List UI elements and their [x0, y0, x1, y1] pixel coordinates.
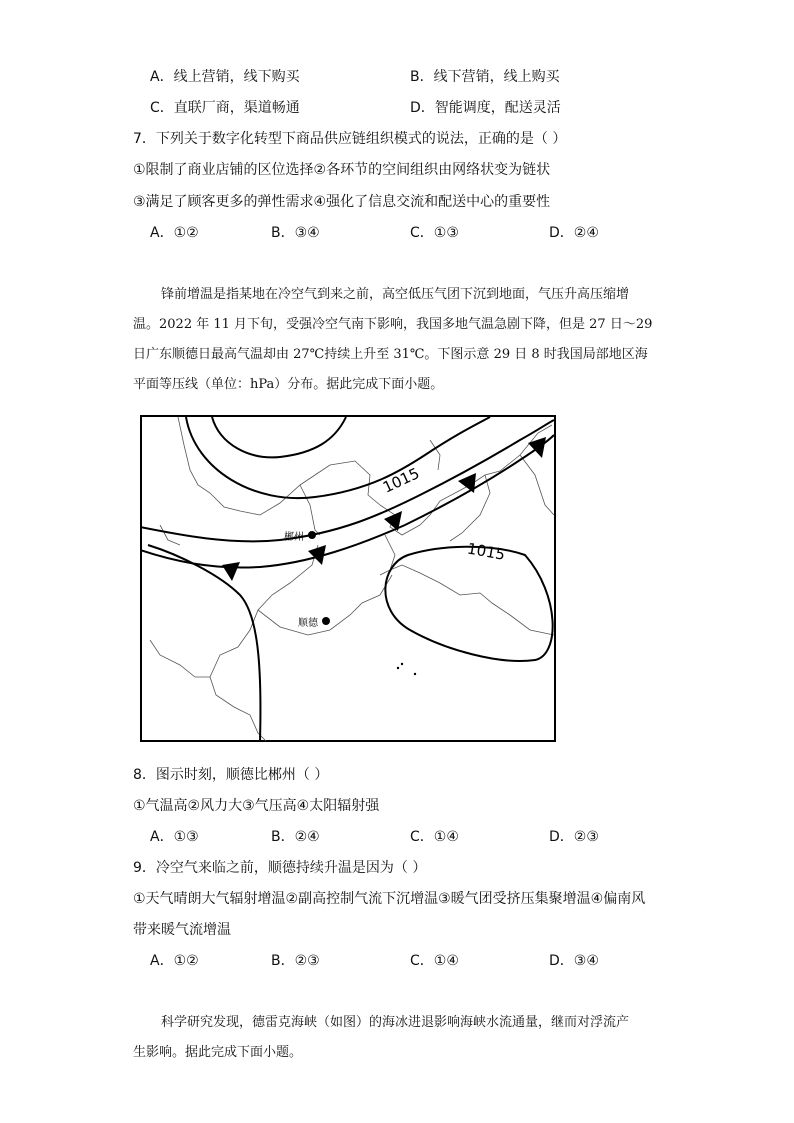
q9-statements-line2: 带来暖气流增温: [133, 922, 231, 938]
q7-statements-line2: ③满足了顾客更多的弹性需求④强化了信息交流和配送中心的重要性: [133, 194, 551, 210]
q9-stem: 9．冷空气来临之前，顺德持续升温是因为（ ）: [133, 860, 427, 876]
q8-option-a: A．①③: [150, 829, 199, 845]
q8-option-b: B．②④: [271, 829, 320, 845]
passage1-line2: 温。2022 年 11 月下旬，受强冷空气南下影响，我国多地气温急剧下降，但是 27 日～29: [133, 317, 653, 332]
q7-option-b: B．③④: [271, 225, 320, 241]
q8-option-d: D．②③: [549, 829, 599, 845]
city-label-shunde: 顺德: [298, 618, 318, 629]
passage2-line2: 生影响。据此完成下面小题。: [133, 1045, 303, 1060]
island-dot-1: [397, 667, 399, 669]
passage2-line1: 科学研究发现，德雷克海峡（如图）的海冰进退影响海峡水流通量，继而对浮流产: [161, 1015, 630, 1030]
island-dot-2: [401, 663, 403, 665]
q9-statements-line1: ①天气晴朗大气辐射增温②副高控制气流下沉增温③暖气团受挤压集聚增温④偏南风: [133, 891, 646, 907]
q9-option-c: C．①④: [410, 953, 459, 969]
passage2: [133, 1008, 693, 1068]
q8-stem: 8．图示时刻，顺德比郴州（ ）: [133, 767, 329, 783]
q7-option-a: A．①②: [150, 225, 199, 241]
q7-stem: 7．下列关于数字化转型下商品供应链组织模式的说法，正确的是（ ）: [133, 131, 567, 147]
q8-option-c: C．①④: [410, 829, 459, 845]
q9-option-b: B．②③: [271, 953, 320, 969]
q8-statements: ①气温高②风力大③气压高④太阳辐射强: [133, 798, 380, 814]
q7-option-c: C．①③: [410, 225, 459, 241]
q9-option-d: D．③④: [549, 953, 599, 969]
q6-option-d: D．智能调度，配送灵活: [410, 100, 561, 116]
isobar-label-1015-a: 1015: [380, 464, 423, 497]
isobar-label-1015-b: 1015: [465, 539, 507, 564]
q7-option-d: D．②④: [549, 225, 599, 241]
passage1-line3: 日广东顺德日最高气温却由 27℃持续上升至 31℃。下图示意 29 日 8 时我国局部地区海: [133, 347, 648, 362]
island-dot-3: [414, 673, 416, 675]
city-marker-shunde: [322, 617, 330, 625]
passage1: [133, 280, 693, 400]
q7-statements-line1: ①限制了商业店铺的区位选择②各环节的空间组织由网络状变为链状: [133, 162, 551, 178]
q9-option-a: A．①②: [150, 953, 199, 969]
passage1-line1: 锋前增温是指某地在冷空气到来之前，高空低压气团下沉到地面，气压升高压缩增: [161, 287, 630, 302]
q6-option-b: B．线下营销，线上购买: [410, 69, 560, 85]
q6-option-a: A．线上营销，线下购买: [150, 69, 300, 85]
q6-option-c: C．直联厂商，渠道畅通: [150, 100, 300, 116]
city-marker-chenzhou: [308, 531, 316, 539]
city-label-chenzhou: 郴州: [284, 532, 304, 543]
passage1-line4: 平面等压线（单位：hPa）分布。据此完成下面小题。: [133, 377, 444, 392]
isobar-map: [140, 415, 556, 742]
map-frame: [141, 416, 555, 741]
